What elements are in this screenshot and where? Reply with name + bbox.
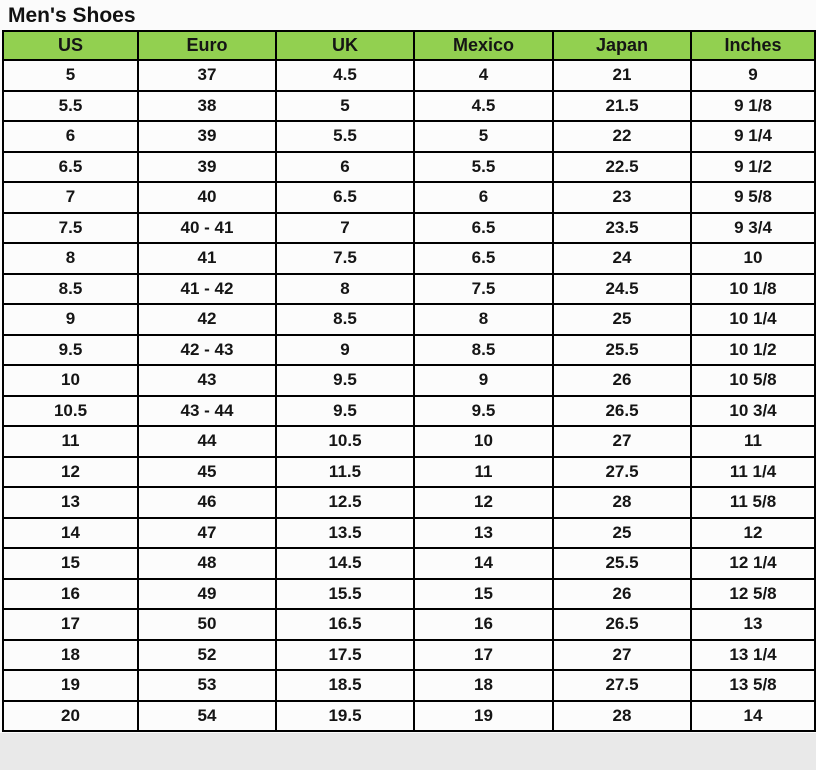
table-cell: 8 [3, 243, 138, 274]
table-cell: 7.5 [414, 274, 553, 305]
table-cell: 6.5 [414, 243, 553, 274]
table-cell: 45 [138, 457, 276, 488]
table-cell: 27 [553, 426, 691, 457]
table-cell: 25.5 [553, 335, 691, 366]
table-cell: 41 [138, 243, 276, 274]
table-cell: 39 [138, 152, 276, 183]
table-cell: 10.5 [276, 426, 414, 457]
table-cell: 19 [414, 701, 553, 732]
table-cell: 26.5 [553, 609, 691, 640]
table-cell: 17 [414, 640, 553, 671]
table-cell: 9 1/2 [691, 152, 815, 183]
column-header-inches: Inches [691, 31, 815, 60]
table-row [3, 518, 815, 549]
table-cell: 49 [138, 579, 276, 610]
table-cell: 10 [691, 243, 815, 274]
table-row [3, 274, 815, 305]
table-cell: 11 [691, 426, 815, 457]
table-cell: 21.5 [553, 91, 691, 122]
table-cell: 47 [138, 518, 276, 549]
table-cell: 9 [691, 60, 815, 91]
table-cell: 41 - 42 [138, 274, 276, 305]
table-cell: 13 [414, 518, 553, 549]
table-cell: 11 [414, 457, 553, 488]
table-row [3, 426, 815, 457]
table-cell: 26 [553, 579, 691, 610]
table-cell: 26.5 [553, 396, 691, 427]
table-cell: 21 [553, 60, 691, 91]
table-row [3, 640, 815, 671]
table-row [3, 701, 815, 732]
table-cell: 8.5 [276, 304, 414, 335]
table-cell: 5 [414, 121, 553, 152]
table-cell: 19.5 [276, 701, 414, 732]
table-cell: 42 - 43 [138, 335, 276, 366]
table-row [3, 487, 815, 518]
table-cell: 12 5/8 [691, 579, 815, 610]
table-cell: 15 [3, 548, 138, 579]
table-cell: 15.5 [276, 579, 414, 610]
column-header-mexico: Mexico [414, 31, 553, 60]
table-cell: 14.5 [276, 548, 414, 579]
table-cell: 13 1/4 [691, 640, 815, 671]
table-cell: 52 [138, 640, 276, 671]
table-cell: 16.5 [276, 609, 414, 640]
table-cell: 18 [3, 640, 138, 671]
table-row [3, 243, 815, 274]
table-cell: 8.5 [414, 335, 553, 366]
table-cell: 13 5/8 [691, 670, 815, 701]
table-cell: 28 [553, 487, 691, 518]
table-cell: 7 [276, 213, 414, 244]
table-cell: 11.5 [276, 457, 414, 488]
table-cell: 6.5 [3, 152, 138, 183]
table-cell: 7.5 [276, 243, 414, 274]
table-cell: 9.5 [414, 396, 553, 427]
table-cell: 9 1/4 [691, 121, 815, 152]
table-cell: 9 5/8 [691, 182, 815, 213]
table-cell: 19 [3, 670, 138, 701]
table-cell: 25 [553, 304, 691, 335]
table-cell: 17 [3, 609, 138, 640]
table-cell: 12 [691, 518, 815, 549]
table-cell: 4 [414, 60, 553, 91]
table-cell: 8 [276, 274, 414, 305]
table-cell: 12 1/4 [691, 548, 815, 579]
table-cell: 10 1/2 [691, 335, 815, 366]
table-cell: 10 1/8 [691, 274, 815, 305]
table-row [3, 670, 815, 701]
table-row [3, 91, 815, 122]
table-cell: 14 [3, 518, 138, 549]
table-row [3, 365, 815, 396]
table-cell: 23.5 [553, 213, 691, 244]
table-cell: 42 [138, 304, 276, 335]
table-cell: 8 [414, 304, 553, 335]
table-cell: 40 [138, 182, 276, 213]
table-cell: 27 [553, 640, 691, 671]
table-cell: 25 [553, 518, 691, 549]
table-cell: 5 [276, 91, 414, 122]
column-header-euro: Euro [138, 31, 276, 60]
table-cell: 40 - 41 [138, 213, 276, 244]
table-cell: 50 [138, 609, 276, 640]
table-cell: 11 [3, 426, 138, 457]
table-cell: 37 [138, 60, 276, 91]
table-row [3, 335, 815, 366]
table-cell: 17.5 [276, 640, 414, 671]
table-cell: 13 [3, 487, 138, 518]
table-cell: 5 [3, 60, 138, 91]
table-cell: 46 [138, 487, 276, 518]
table-cell: 54 [138, 701, 276, 732]
table-cell: 9 3/4 [691, 213, 815, 244]
shoe-size-conversion-table [2, 30, 816, 732]
table-cell: 7 [3, 182, 138, 213]
table-cell: 10 1/4 [691, 304, 815, 335]
table-cell: 4.5 [414, 91, 553, 122]
table-cell: 43 [138, 365, 276, 396]
table-cell: 15 [414, 579, 553, 610]
table-cell: 9.5 [276, 365, 414, 396]
table-cell: 9 [276, 335, 414, 366]
header-row [3, 31, 815, 60]
table-row [3, 152, 815, 183]
table-row [3, 60, 815, 91]
table-cell: 53 [138, 670, 276, 701]
table-cell: 20 [3, 701, 138, 732]
table-cell: 10 [414, 426, 553, 457]
table-cell: 12.5 [276, 487, 414, 518]
table-cell: 23 [553, 182, 691, 213]
table-cell: 4.5 [276, 60, 414, 91]
column-header-uk: UK [276, 31, 414, 60]
table-cell: 48 [138, 548, 276, 579]
table-cell: 10 5/8 [691, 365, 815, 396]
table-cell: 39 [138, 121, 276, 152]
table-body [3, 60, 815, 731]
table-cell: 6 [276, 152, 414, 183]
table-cell: 43 - 44 [138, 396, 276, 427]
table-cell: 10.5 [3, 396, 138, 427]
table-cell: 11 1/4 [691, 457, 815, 488]
table-cell: 22 [553, 121, 691, 152]
table-header [3, 31, 815, 60]
table-row [3, 457, 815, 488]
table-cell: 24.5 [553, 274, 691, 305]
table-cell: 6 [3, 121, 138, 152]
table-cell: 24 [553, 243, 691, 274]
table-cell: 13.5 [276, 518, 414, 549]
table-cell: 9.5 [3, 335, 138, 366]
table-cell: 16 [3, 579, 138, 610]
table-cell: 26 [553, 365, 691, 396]
table-row [3, 304, 815, 335]
table-cell: 7.5 [3, 213, 138, 244]
table-cell: 9 [414, 365, 553, 396]
table-cell: 25.5 [553, 548, 691, 579]
table-cell: 9 [3, 304, 138, 335]
table-row [3, 609, 815, 640]
table-row [3, 579, 815, 610]
table-cell: 16 [414, 609, 553, 640]
table-row [3, 548, 815, 579]
table-cell: 28 [553, 701, 691, 732]
table-cell: 14 [691, 701, 815, 732]
table-cell: 22.5 [553, 152, 691, 183]
table-row [3, 213, 815, 244]
table-cell: 12 [3, 457, 138, 488]
table-cell: 6.5 [414, 213, 553, 244]
table-cell: 9 1/8 [691, 91, 815, 122]
table-cell: 18 [414, 670, 553, 701]
table-cell: 10 [3, 365, 138, 396]
table-cell: 12 [414, 487, 553, 518]
table-cell: 10 3/4 [691, 396, 815, 427]
table-cell: 18.5 [276, 670, 414, 701]
table-cell: 13 [691, 609, 815, 640]
table-cell: 5.5 [414, 152, 553, 183]
table-cell: 14 [414, 548, 553, 579]
table-cell: 38 [138, 91, 276, 122]
table-cell: 5.5 [276, 121, 414, 152]
column-header-us: US [3, 31, 138, 60]
table-cell: 5.5 [3, 91, 138, 122]
table-cell: 8.5 [3, 274, 138, 305]
table-cell: 44 [138, 426, 276, 457]
table-cell: 6 [414, 182, 553, 213]
table-row [3, 121, 815, 152]
table-cell: 27.5 [553, 457, 691, 488]
table-cell: 6.5 [276, 182, 414, 213]
page-title: Men's Shoes [8, 4, 136, 27]
column-header-japan: Japan [553, 31, 691, 60]
table-row [3, 182, 815, 213]
table-row [3, 396, 815, 427]
table-cell: 9.5 [276, 396, 414, 427]
table-cell: 11 5/8 [691, 487, 815, 518]
table-cell: 27.5 [553, 670, 691, 701]
